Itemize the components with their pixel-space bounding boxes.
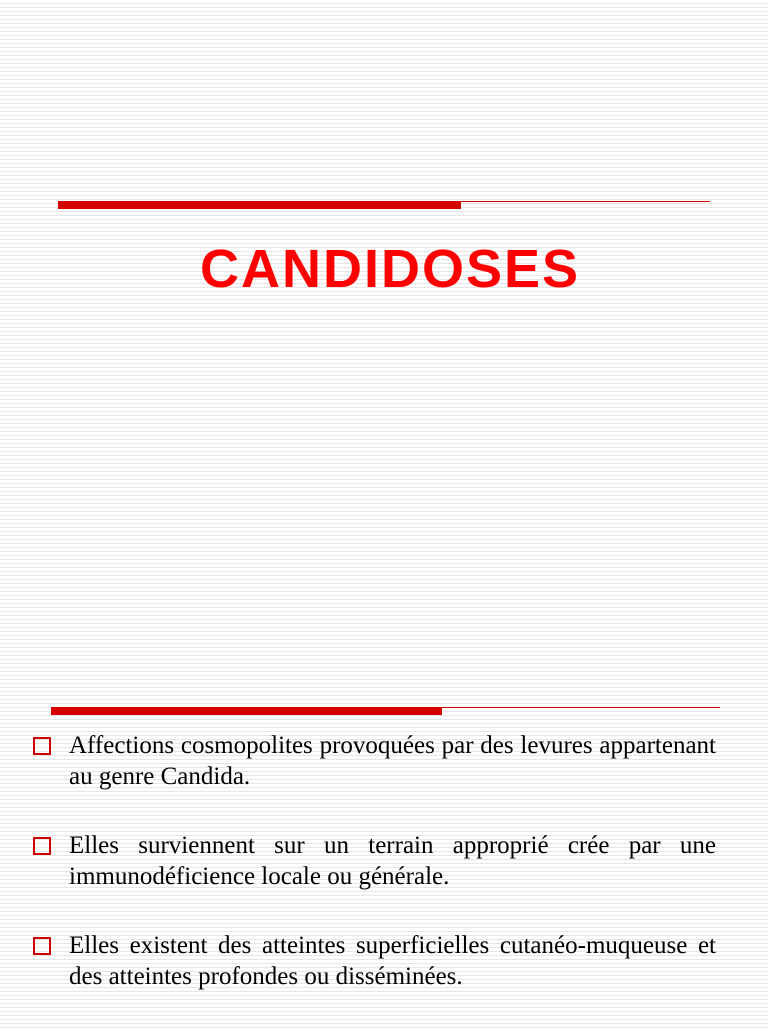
bullet-item	[32, 730, 716, 792]
divider-thin-segment	[461, 201, 710, 202]
bullet-text: Affections cosmopolites provoquées par des levures appartenant au genre Candida.	[69, 732, 716, 790]
bullet-item	[32, 830, 716, 892]
hollow-square-icon	[33, 937, 51, 955]
content-divider	[51, 707, 720, 717]
bullet-item	[32, 930, 716, 992]
divider-thick-segment	[51, 707, 442, 715]
bullet-text: Elles existent des atteintes superficielles cutanéo-muqueuse et des atteintes profondes ou disséminées.	[69, 932, 716, 990]
bullet-text: Elles surviennent sur un terrain approprié crée par une immunodéficience locale ou générale.	[69, 832, 716, 890]
hollow-square-icon	[33, 837, 51, 855]
divider-thin-segment	[442, 707, 720, 708]
bullet-list	[32, 730, 716, 1030]
hollow-square-icon	[33, 737, 51, 755]
divider-thick-segment	[58, 201, 461, 209]
title-divider-top	[58, 201, 710, 211]
slide-title: CANDIDOSES	[199, 239, 581, 299]
